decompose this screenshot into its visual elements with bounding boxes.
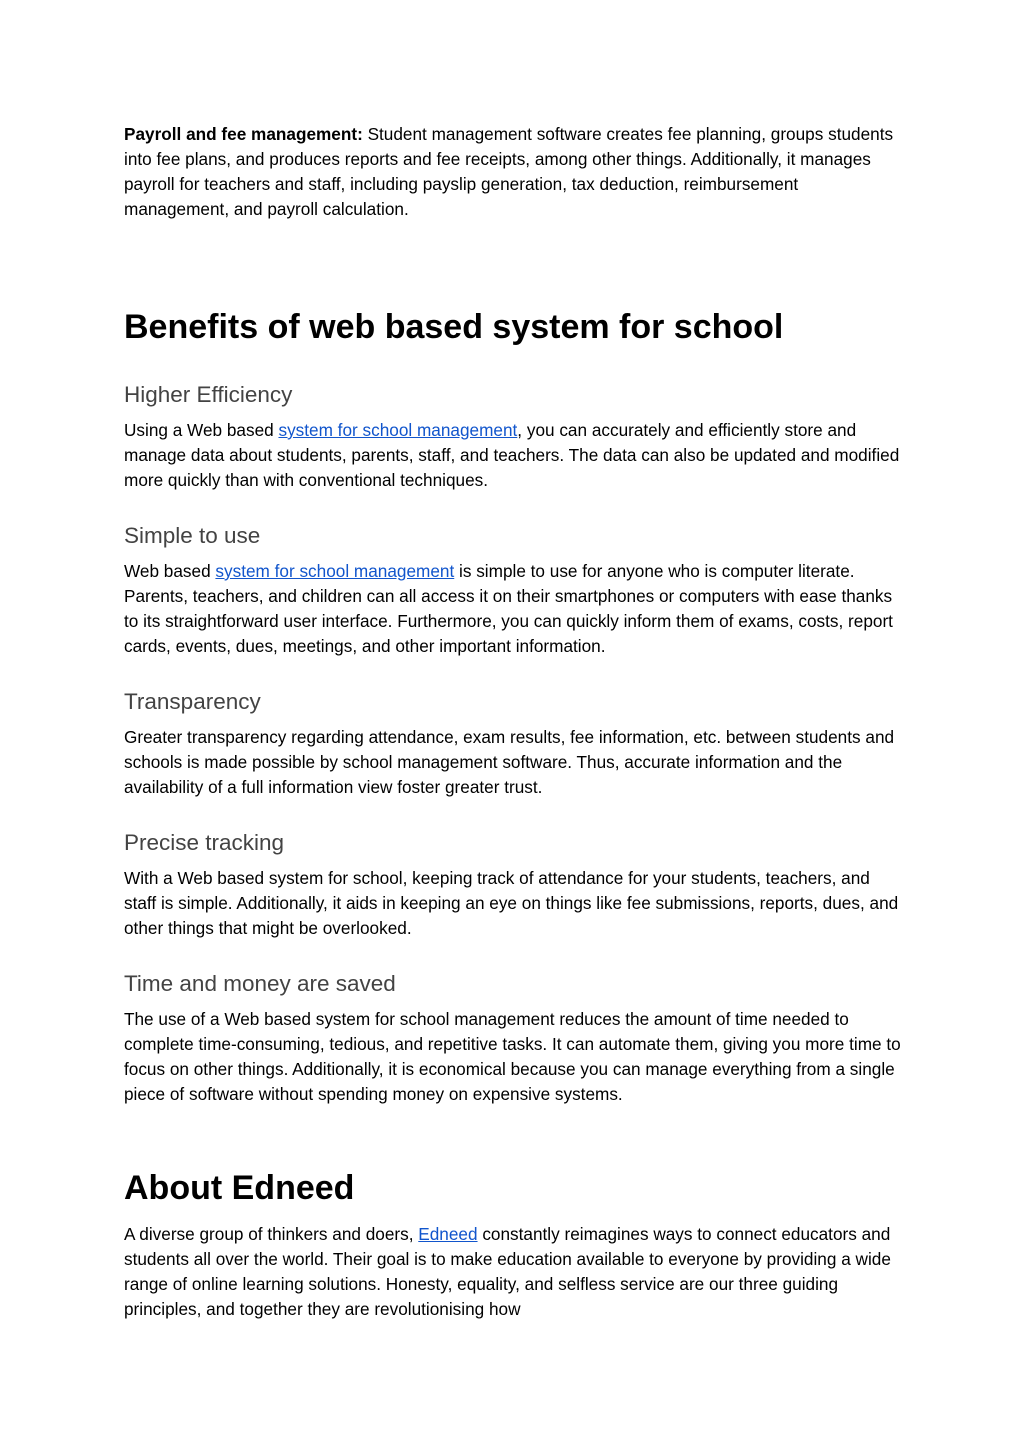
section-title-transparency: Transparency — [124, 689, 261, 714]
system-for-school-management-link[interactable]: system for school management — [215, 561, 455, 581]
section-text-before-link: Web based — [124, 561, 216, 581]
intro-paragraph — [124, 122, 904, 222]
about-paragraph — [124, 1222, 904, 1322]
edneed-link[interactable]: Edneed — [418, 1224, 478, 1244]
section-text-simple-to-use — [124, 559, 904, 659]
section-title-simple-to-use: Simple to use — [124, 523, 261, 548]
intro-bold-label: Payroll and fee management: — [124, 124, 363, 144]
section-text-after-link: , you can accurately and efficiently store and manage data about students, parents, staff, and teachers. The data can also be updated and modified more quickly than with conventional techniques. — [124, 420, 900, 490]
section-text-after-link: is simple to use for anyone who is computer literate. Parents, teachers, and children can all access it on their smartphones or computers with ease thanks to its straightforward user interface. Furthermore, you can quickly inform them of exams, costs, report cards, events, dues, meetings, and other important information. — [124, 561, 893, 656]
about-heading: About Edneed — [124, 1169, 355, 1207]
section-text-higher-efficiency — [124, 418, 904, 493]
about-text-before-link: A diverse group of thinkers and doers, — [124, 1224, 419, 1244]
section-text-before-link: Using a Web based — [124, 420, 279, 440]
section-text-time-and-money: The use of a Web based system for school management reduces the amount of time needed to complete time-consuming, tedious, and repetitive tasks. It can automate them, giving you more time to focus on other things. Additionally, it is economical because you can manage everything from a single piece of software without spending money on expensive systems. — [124, 1009, 901, 1104]
intro-text: Student management software creates fee planning, groups students into fee plans, and produces reports and fee receipts, among other things. Additionally, it manages payroll for teachers and staff, including payslip generation, tax deduction, reimbursement management, and payroll calculation. — [124, 124, 894, 219]
benefits-heading: Benefits of web based system for school — [124, 308, 784, 346]
section-title-higher-efficiency: Higher Efficiency — [124, 382, 293, 407]
section-text-transparency: Greater transparency regarding attendance, exam results, fee information, etc. between students and schools is made possible by school management software. Thus, accurate information and the availability of a full information view foster greater trust. — [124, 727, 895, 797]
section-title-time-and-money: Time and money are saved — [124, 971, 396, 996]
section-text-precise-tracking: With a Web based system for school, keeping track of attendance for your students, teachers, and staff is simple. Additionally, it aids in keeping an eye on things like fee submissions, reports, dues, and other things that might be overlooked. — [124, 868, 899, 938]
system-for-school-management-link[interactable]: system for school management — [278, 420, 518, 440]
section-title-precise-tracking: Precise tracking — [124, 830, 285, 855]
about-text-after-link: constantly reimagines ways to connect educators and students all over the world. Their goal is to make education available to everyone by providing a wide range of online learning solutions. Honesty, equality, and selfless service are our three guiding principles, and together they are revolutionising how — [124, 1224, 891, 1319]
